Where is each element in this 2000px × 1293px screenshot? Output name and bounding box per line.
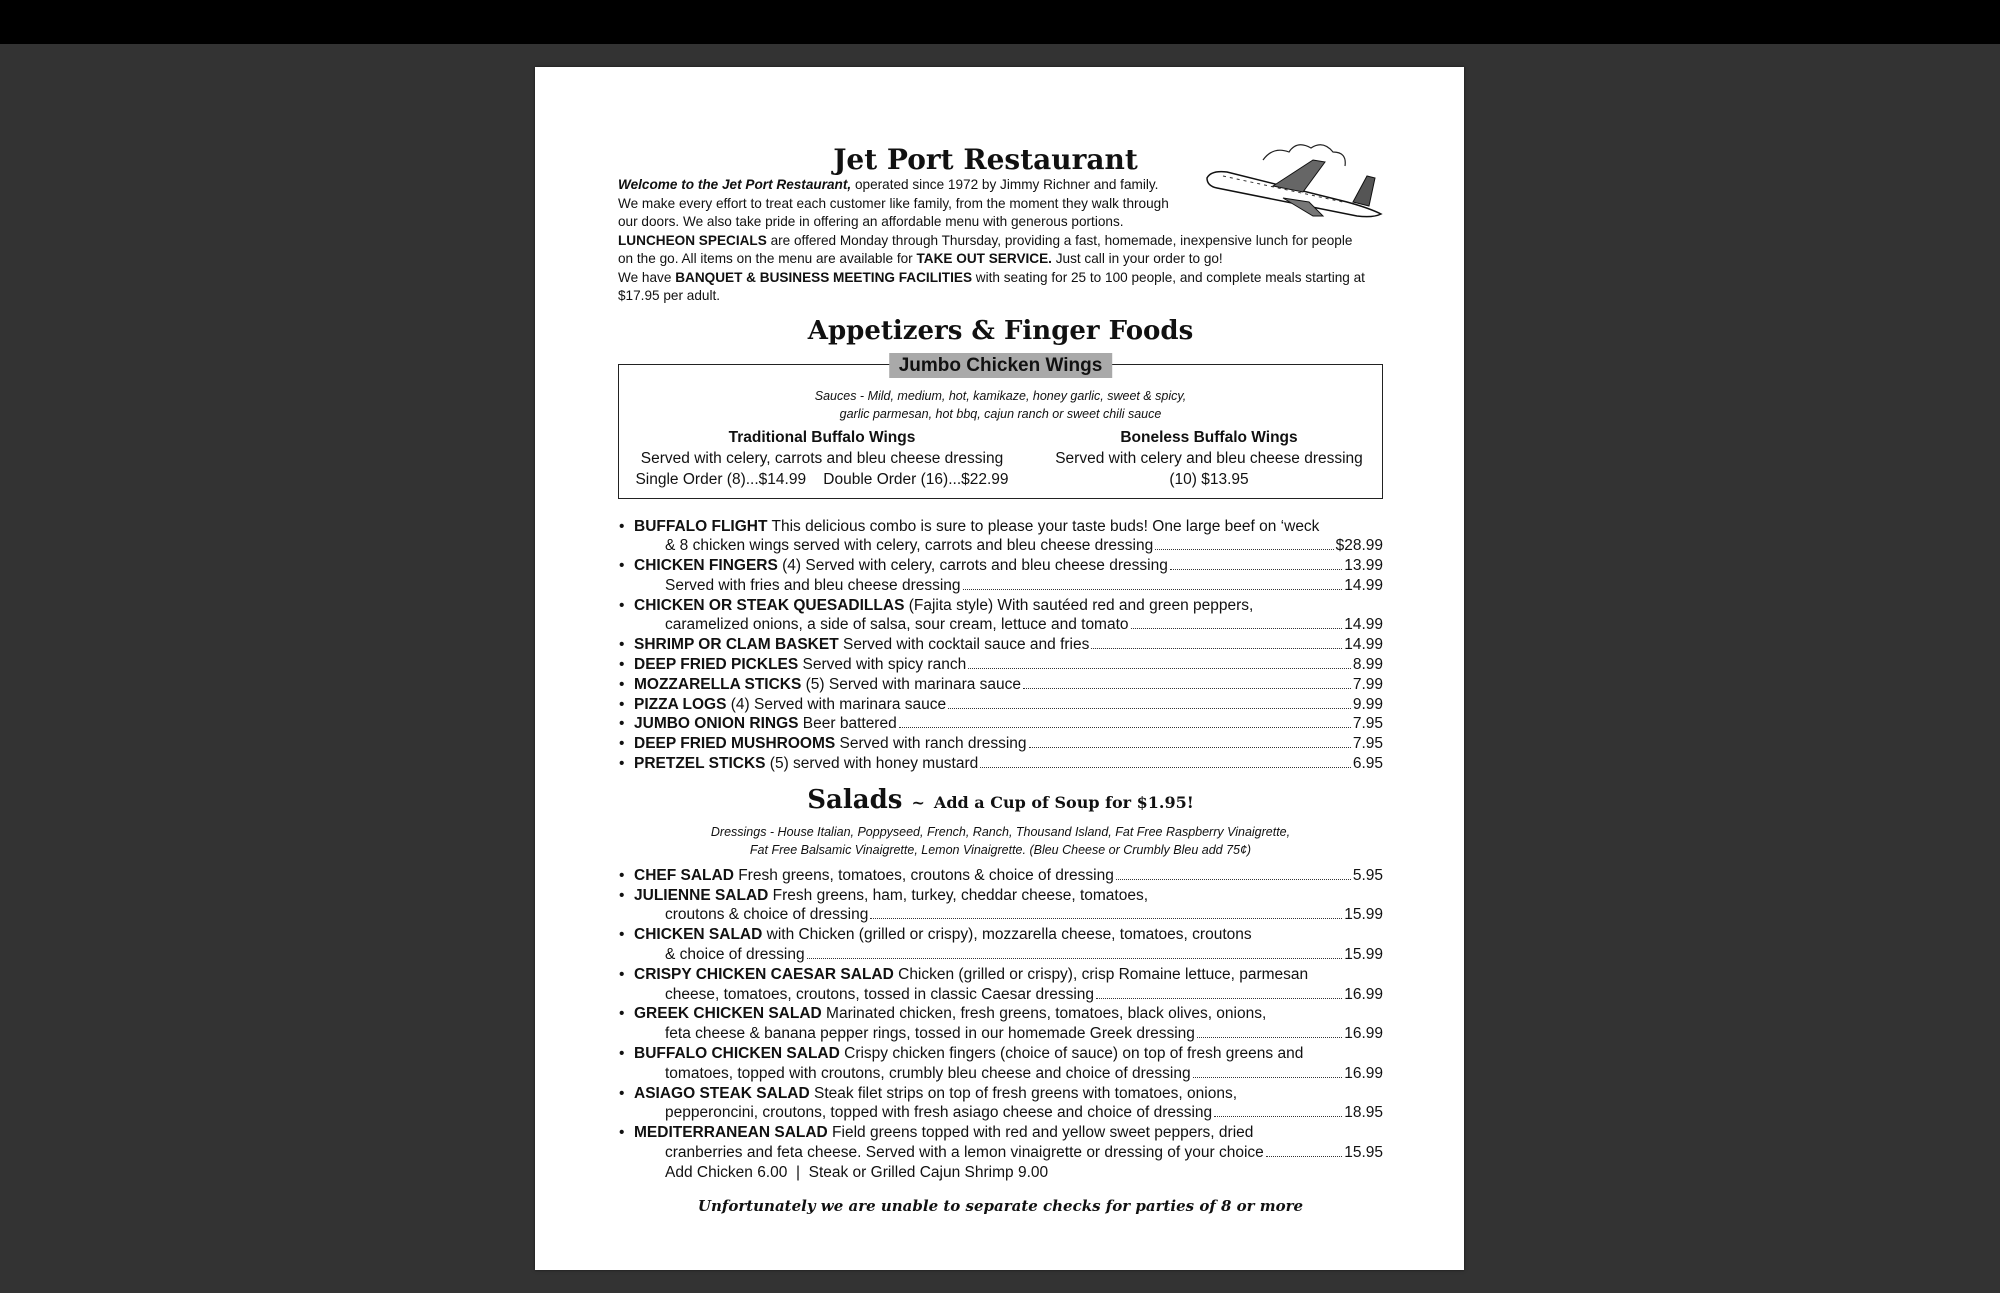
item-description: (5) served with honey mustard [765, 755, 979, 773]
item-description: cranberries and feta cheese. Served with a lemon vinaigrette or dressing of your choice [665, 1144, 1264, 1162]
item-name: MEDITERRANEAN SALAD [634, 1124, 828, 1142]
intro-welcome: Welcome to the Jet Port Restaurant, [618, 177, 852, 192]
item-price: 14.99 [1344, 636, 1383, 654]
traditional-wings: Traditional Buffalo Wings Served with celery, carrots and bleu cheese dressing Single Order (8)...$14.99 Double Order (16)...$22.99 [635, 428, 1009, 488]
airplane-icon [1203, 140, 1389, 222]
item-name: CRISPY CHICKEN CAESAR SALAD [634, 965, 894, 983]
item-price: 15.99 [1344, 906, 1383, 924]
item-name: BUFFALO FLIGHT [634, 517, 768, 535]
item-price: 14.99 [1344, 576, 1383, 594]
item-description: feta cheese & banana pepper rings, tossed in our homemade Greek dressing [665, 1025, 1195, 1043]
item-line [634, 556, 1383, 576]
item-description: Chicken (grilled or crispy), crisp Romaine lettuce, parmesan [893, 965, 1309, 983]
item-name: DEEP FRIED PICKLES [634, 656, 799, 674]
item-line [634, 655, 1383, 675]
item-line [634, 517, 1383, 537]
item-line [634, 695, 1383, 715]
item-line [634, 985, 1383, 1005]
item-price: 7.95 [1352, 715, 1383, 733]
item-line [634, 1103, 1383, 1123]
item-description: Fresh greens, ham, turkey, cheddar cheese, tomatoes, [768, 886, 1149, 904]
item-line [634, 536, 1383, 556]
menu-item [618, 965, 1383, 1005]
item-name: CHICKEN FINGERS [634, 557, 778, 575]
banquet-facilities: BANQUET & BUSINESS MEETING FACILITIES [675, 269, 973, 285]
menu-item [618, 655, 1383, 675]
item-name: CHEF SALAD [634, 866, 734, 884]
item-line [634, 945, 1383, 965]
menu-item [618, 517, 1383, 557]
footer-note: Unfortunately we are unable to separate checks for parties of 8 or more [697, 1196, 1304, 1215]
item-price: 5.95 [1352, 866, 1383, 884]
item-name: CHICKEN SALAD [634, 926, 763, 944]
menu-item [618, 1084, 1383, 1124]
leader-dots [980, 767, 1351, 768]
item-description: Served with fries and bleu cheese dressing [665, 576, 961, 594]
leader-dots [1029, 747, 1351, 748]
item-description: & 8 chicken wings served with celery, carrots and bleu cheese dressing [665, 537, 1154, 555]
restaurant-title: Jet Port Restaurant [833, 143, 1138, 176]
salad-list [618, 866, 1383, 1183]
item-line [634, 1024, 1383, 1044]
item-description: Steak filet strips on top of fresh greens with tomatoes, onions, [809, 1084, 1238, 1102]
item-name: CHICKEN OR STEAK QUESADILLAS [634, 596, 905, 614]
item-description: cheese, tomatoes, croutons, tossed in classic Caesar dressing [665, 985, 1095, 1003]
item-line [634, 866, 1383, 886]
menu-item [618, 675, 1383, 695]
take-out-service: TAKE OUT SERVICE. [916, 251, 1052, 266]
appetizers-heading: Appetizers & Finger Foods [807, 315, 1194, 346]
item-line [634, 635, 1383, 655]
item-price: $28.99 [1335, 537, 1383, 555]
document-page [535, 67, 1464, 1270]
item-price: 15.99 [1344, 946, 1383, 964]
item-name: PIZZA LOGS [634, 695, 727, 713]
item-line [634, 925, 1383, 945]
item-line [634, 1064, 1383, 1084]
item-description: & choice of dressing [665, 946, 805, 964]
item-price: 9.99 [1352, 695, 1383, 713]
appetizer-list [618, 517, 1383, 774]
menu-item [618, 1123, 1383, 1182]
intro-text: Welcome to the Jet Port Restaurant, operated since 1972 by Jimmy Richner and family. We make every effort to treat each customer like family, from the moment they walk through our doors. We also take pride in offering an affordable menu with generous portions. LUNCHEON SPECIALS are offered Monday through Thursday, providing a fast, homemade, inexpensive lunch for people on the go. All items on the menu are available for TAKE OUT SERVICE. Just call in your order to go! We have BANQUET & BUSINESS MEETING FACILITIES with seating for 25 to 100 people, and complete meals starting at $17.95 per adult. [618, 177, 1365, 303]
item-description: Fresh greens, tomatoes, croutons & choice of dressing [733, 866, 1114, 884]
item-price: 7.95 [1352, 735, 1383, 753]
viewer-toolbar [0, 0, 2000, 44]
item-name: ASIAGO STEAK SALAD [634, 1084, 810, 1102]
item-description: This delicious combo is sure to please your taste buds! One large beef on ‘weck [767, 517, 1320, 535]
boneless-wings: Boneless Buffalo Wings Served with celery and bleu cheese dressing (10) $13.95 [1055, 428, 1363, 488]
leader-dots [807, 958, 1343, 959]
item-addons: Add Chicken 6.00 | Steak or Grilled Cajun Shrimp 9.00 [665, 1163, 1049, 1181]
item-description: Field greens topped with red and yellow sweet peppers, dried [827, 1124, 1254, 1142]
soup-offer: Add a Cup of Soup for $1.95! [933, 792, 1194, 812]
menu-item [618, 754, 1383, 774]
leader-dots [899, 727, 1351, 728]
item-price: 14.99 [1344, 616, 1383, 634]
wings-box [618, 354, 1383, 499]
item-price: 15.95 [1344, 1144, 1383, 1162]
menu-content [618, 144, 1383, 1215]
item-line [634, 754, 1383, 774]
leader-dots [968, 668, 1351, 669]
item-description: Marinated chicken, fresh greens, tomatoes, black olives, onions, [821, 1005, 1267, 1023]
item-description: (4) Served with marinara sauce [726, 695, 947, 713]
leader-dots [870, 918, 1342, 919]
item-description: caramelized onions, a side of salsa, sour cream, lettuce and tomato [665, 616, 1129, 634]
menu-item [618, 596, 1383, 636]
item-description: Served with spicy ranch [798, 656, 967, 674]
item-name: JULIENNE SALAD [634, 886, 769, 904]
dressings-note: Dressings - House Italian, Poppyseed, French, Ranch, Thousand Island, Fat Free Raspberry Vinaigrette, Fat Free Balsamic Vinaigrette, Lemon Vinaigrette. (Bleu Cheese or Crumbly Bleu add 75¢) [710, 824, 1291, 858]
leader-dots [948, 708, 1351, 709]
item-line [634, 714, 1383, 734]
item-line [634, 1084, 1383, 1104]
leader-dots [1116, 879, 1351, 880]
item-line [634, 1044, 1383, 1064]
item-name: GREEK CHICKEN SALAD [634, 1005, 822, 1023]
menu-item [618, 925, 1383, 965]
leader-dots [1170, 569, 1342, 570]
item-description: croutons & choice of dressing [665, 906, 869, 924]
item-description: Beer battered [798, 715, 897, 733]
item-description: with Chicken (grilled or crispy), mozzarella cheese, tomatoes, croutons [762, 926, 1252, 944]
leader-dots [1023, 688, 1351, 689]
item-price: 16.99 [1344, 1064, 1383, 1082]
item-description: Served with ranch dressing [835, 735, 1027, 753]
leader-dots [1091, 648, 1342, 649]
item-name: SHRIMP OR CLAM BASKET [634, 636, 839, 654]
menu-item [618, 635, 1383, 655]
item-line [634, 596, 1383, 616]
menu-item [618, 1044, 1383, 1084]
menu-item [618, 734, 1383, 754]
menu-item [618, 695, 1383, 715]
item-name: BUFFALO CHICKEN SALAD [634, 1045, 840, 1063]
leader-dots [1214, 1116, 1342, 1117]
menu-item [618, 714, 1383, 734]
luncheon-specials: LUNCHEON SPECIALS [618, 232, 767, 248]
item-line [634, 734, 1383, 754]
item-line [634, 886, 1383, 906]
item-line [634, 615, 1383, 635]
item-description: Served with cocktail sauce and fries [838, 636, 1090, 654]
leader-dots [963, 589, 1343, 590]
item-line [634, 675, 1383, 695]
item-description: pepperoncini, croutons, topped with fresh asiago cheese and choice of dressing [665, 1104, 1213, 1122]
menu-item [618, 886, 1383, 926]
leader-dots [1131, 628, 1343, 629]
item-description: (5) Served with marinara sauce [801, 675, 1022, 693]
item-line [634, 576, 1383, 596]
menu-item [618, 866, 1383, 886]
menu-item [618, 1004, 1383, 1044]
item-name: JUMBO ONION RINGS [634, 715, 799, 733]
leader-dots [1266, 1156, 1342, 1157]
item-description: (Fajita style) With sautéed red and green peppers, [904, 596, 1254, 614]
item-price: 7.99 [1352, 675, 1383, 693]
wings-sauces: Sauces - Mild, medium, hot, kamikaze, honey garlic, sweet & spicy, garlic parmesan, hot bbq, cajun ranch or sweet chili sauce [814, 388, 1187, 421]
item-line [634, 1004, 1383, 1024]
item-line [634, 1123, 1383, 1143]
item-price: 18.95 [1344, 1104, 1383, 1122]
leader-dots [1197, 1037, 1342, 1038]
menu-item [618, 556, 1383, 596]
item-line [634, 965, 1383, 985]
item-name: MOZZARELLA STICKS [634, 675, 802, 693]
item-line [634, 905, 1383, 925]
item-name: DEEP FRIED MUSHROOMS [634, 735, 836, 753]
leader-dots [1193, 1077, 1343, 1078]
item-price: 8.99 [1352, 656, 1383, 674]
item-price: 6.95 [1352, 755, 1383, 773]
item-description: Crispy chicken fingers (choice of sauce) on top of fresh greens and [839, 1045, 1304, 1063]
item-name: PRETZEL STICKS [634, 755, 766, 773]
item-price: 13.99 [1344, 557, 1383, 575]
item-description: (4) Served with celery, carrots and bleu cheese dressing [777, 557, 1168, 575]
item-line [634, 1143, 1383, 1163]
item-description: tomatoes, topped with croutons, crumbly bleu cheese and choice of dressing [665, 1064, 1191, 1082]
wings-title: Jumbo Chicken Wings [889, 353, 1113, 378]
leader-dots [1155, 549, 1333, 550]
leader-dots [1096, 998, 1342, 999]
salads-heading: Salads ~ Add a Cup of Soup for $1.95! [807, 784, 1194, 815]
item-price: 16.99 [1344, 1025, 1383, 1043]
item-price: 16.99 [1344, 985, 1383, 1003]
